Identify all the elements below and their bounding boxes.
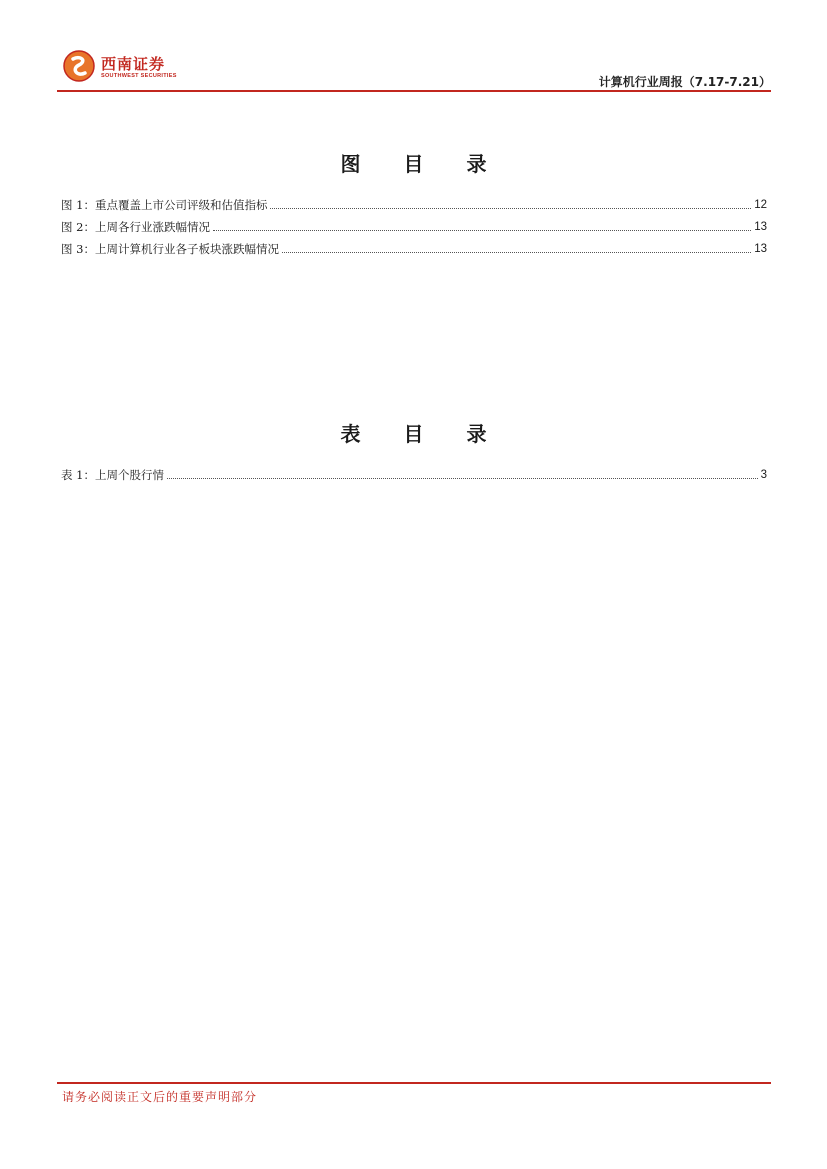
page-header (57, 48, 771, 93)
toc-entry[interactable] (61, 234, 767, 256)
toc-leader-dots (282, 251, 751, 253)
company-logo (63, 50, 183, 84)
report-title: 计算机行业周报（7.17-7.21） (598, 75, 771, 89)
toc-leader-dots (213, 229, 751, 231)
toc-entry[interactable] (61, 190, 767, 212)
toc-leader-dots (167, 477, 758, 479)
toc-entry-page: 12 (754, 199, 767, 211)
toc-entry-label: 图 2：上周各行业涨跌幅情况 (61, 220, 210, 234)
toc-entry-label: 图 3：上周计算机行业各子板块涨跌幅情况 (61, 242, 279, 256)
tables-toc-heading: 表 目 录 (340, 422, 505, 446)
footer-disclaimer: 请务必阅读正文后的重要声明部分 (62, 1090, 258, 1104)
toc-entry-page: 13 (754, 221, 767, 233)
figures-toc-heading: 图 目 录 (340, 152, 505, 176)
toc-entry[interactable] (61, 460, 767, 482)
figures-toc-list (61, 190, 767, 256)
toc-entry[interactable] (61, 212, 767, 234)
toc-entry-label: 图 1：重点覆盖上市公司评级和估值指标 (61, 198, 268, 212)
toc-entry-label: 表 1：上周个股行情 (61, 468, 164, 482)
logo-english-text: SOUTHWEST SECURITIES (101, 73, 177, 79)
header-divider (57, 90, 771, 92)
toc-entry-page: 3 (760, 469, 767, 481)
logo-emblem-icon (63, 50, 95, 82)
logo-chinese-text: 西南证券 (101, 55, 166, 73)
tables-toc-list (61, 460, 767, 482)
toc-entry-page: 13 (754, 243, 767, 255)
footer-divider (57, 1082, 771, 1084)
toc-leader-dots (270, 207, 751, 209)
